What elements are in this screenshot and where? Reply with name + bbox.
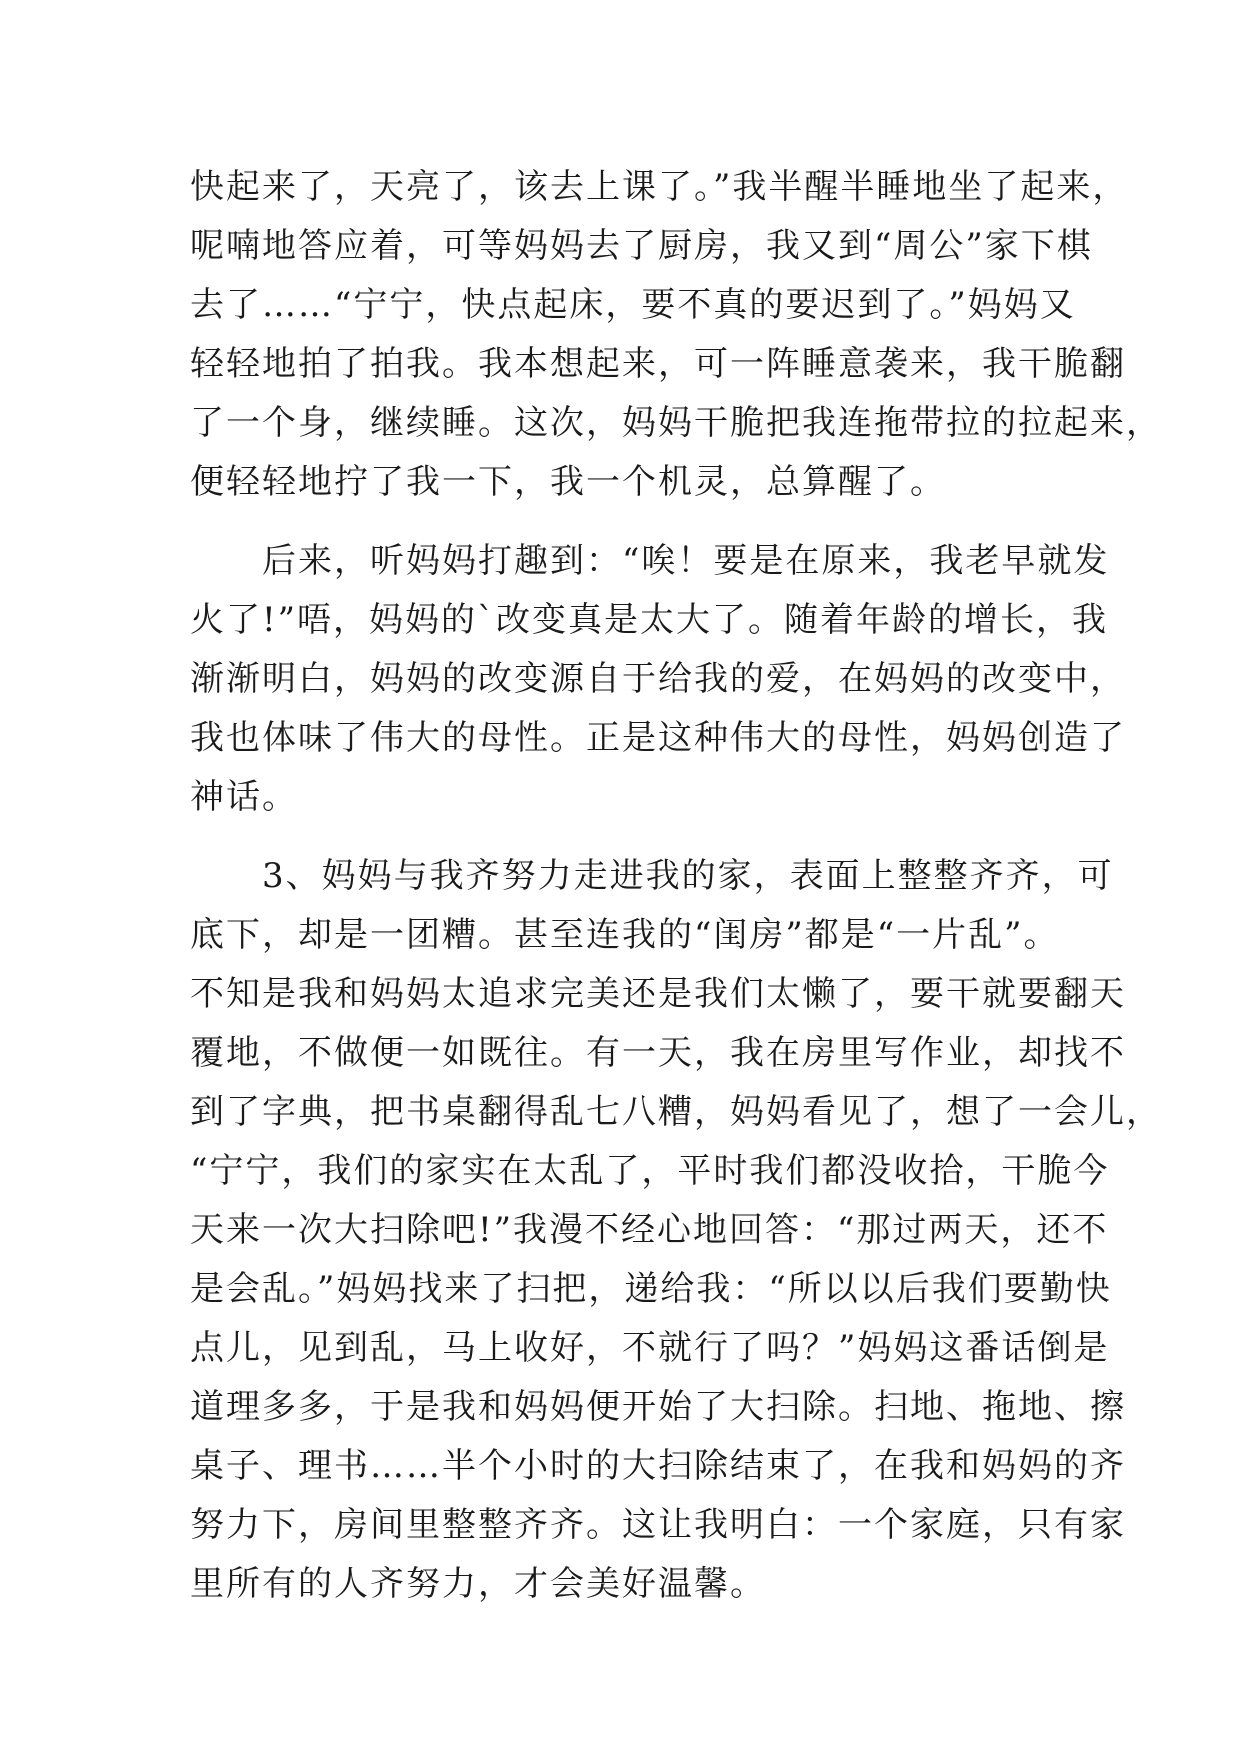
text-line: 努力下，房间里整整齐齐。这让我明白：一个家庭，只有家 — [190, 1505, 1126, 1545]
text-line: 呢喃地答应着，可等妈妈去了厨房，我又到“周公”家下棋 — [190, 226, 1093, 266]
text-line: 里所有的人齐努力，才会美好温馨。 — [190, 1564, 766, 1604]
text-line: 点儿，见到乱，马上收好，不就行了吗？”妈妈这番话倒是 — [190, 1328, 1110, 1368]
text-line: 底下，却是一团糟。甚至连我的“闺房”都是“一片乱”。 — [190, 915, 1060, 955]
text-line: 我也体味了伟大的母性。正是这种伟大的母性，妈妈创造了 — [190, 718, 1126, 758]
text-line: 天来一次大扫除吧!”我漫不经心地回答：“那过两天，还不 — [190, 1210, 1109, 1250]
text-line: 不知是我和妈妈太追求完美还是我们太懒了，要干就要翻天 — [190, 974, 1126, 1014]
text-line: “宁宁，我们的家实在太乱了，平时我们都没收拾，干脆今 — [190, 1151, 1110, 1191]
paragraph — [190, 847, 1162, 1614]
text-line: 道理多多，于是我和妈妈便开始了大扫除。扫地、拖地、擦 — [190, 1387, 1126, 1427]
text-line: 桌子、理书……半个小时的大扫除结束了，在我和妈妈的齐 — [190, 1446, 1126, 1486]
text-line: 神话。 — [190, 777, 298, 817]
paragraph-spacer — [190, 512, 1070, 532]
text-line: 是会乱。”妈妈找来了扫把，递给我：“所以以后我们要勤快 — [190, 1269, 1112, 1309]
text-line: 渐渐明白，妈妈的改变源自于给我的爱，在妈妈的改变中， — [190, 659, 1126, 699]
paragraph — [190, 532, 1126, 827]
text-line: 3、妈妈与我齐努力走进我的家，表面上整整齐齐，可 — [190, 856, 1114, 896]
text-line: 火了!”唔，妈妈的`改变真是太大了。随着年龄的增长，我 — [190, 600, 1109, 640]
text-line: 轻轻地拍了拍我。我本想起来，可一阵睡意袭来，我干脆翻 — [190, 344, 1126, 384]
text-line: 去了……“宁宁，快点起床，要不真的要迟到了。”妈妈又 — [190, 285, 1076, 325]
article-body — [190, 158, 1162, 1614]
text-line: 覆地，不做便一如既往。有一天，我在房里写作业，却找不 — [190, 1033, 1126, 1073]
text-line: 快起来了，天亮了，该去上课了。”我半醒半睡地坐了起来， — [190, 167, 1129, 207]
text-line: 后来，听妈妈打趣到：“唉！要是在原来，我老早就发 — [190, 541, 1110, 581]
paragraph-spacer — [190, 827, 1070, 847]
text-line: 了一个身，继续睡。这次，妈妈干脆把我连拖带拉的拉起来， — [190, 403, 1162, 443]
text-line: 到了字典，把书桌翻得乱七八糟，妈妈看见了，想了一会儿， — [190, 1092, 1162, 1132]
paragraph — [190, 158, 1162, 512]
text-line: 便轻轻地拧了我一下，我一个机灵，总算醒了。 — [190, 462, 946, 502]
